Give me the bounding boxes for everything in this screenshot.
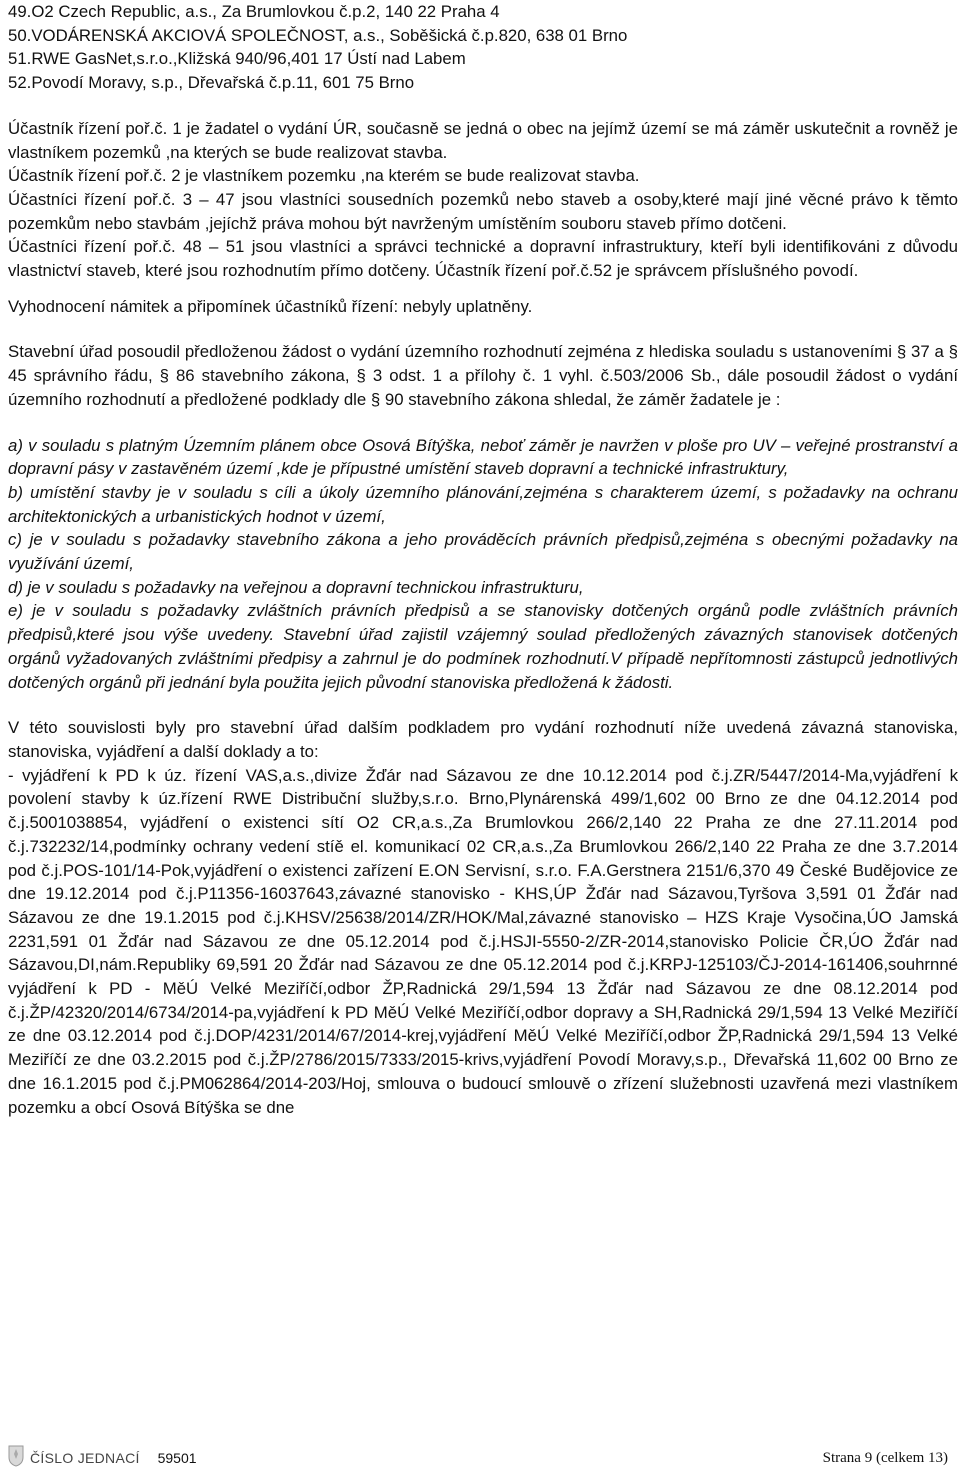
case-number: 59501 — [157, 1450, 197, 1466]
case-number-label: ČÍSLO JEDNACÍ — [30, 1450, 140, 1466]
role-paragraph: Účastník řízení poř.č. 1 je žadatel o vydání ÚR, současně se jedná o obec na jejímž území se má záměr uskutečnit a rovněž je vlastníkem pozemků ,na kterých se bude realizovat stavba. — [8, 118, 958, 162]
role-paragraph: Účastníci řízení poř.č. 3 – 47 jsou vlastníci sousedních pozemků nebo staveb a osoby,které mají jiné věcné právo k těmto pozemkům nebo stavbám ,jejíchž práva mohou být navrženým umístěním souboru staveb přímo dotčeni. — [8, 189, 958, 233]
documents-intro: V této souvislosti byly pro stavební úřad dalším podkladem pro vydání rozhodnutí níže uvedená závazná stanoviska, stanoviska, vyjádření a další doklady a to: — [8, 718, 958, 761]
participant-roles — [8, 117, 958, 283]
document-page — [8, 0, 958, 1119]
finding-item: e) je v souladu s požadavky zvláštních právních předpisů a se stanovisky dotčených orgánů podle zvláštních právních předpisů,které jsou výše uvedeny. Stavební úřad zajistil vzájemný soulad předložených závazných stanovisek dotčených orgánů vyžadovaných zvláštními předpisy a zahrnul je do podmínek rozhodnutí.V případě nepřítomnosti zástupců jednotlivých dotčených orgánů při jednání byla použita jejich původní stanoviska předložená k žádosti. — [8, 601, 958, 692]
page-footer — [8, 1448, 952, 1468]
participants-list — [8, 0, 958, 95]
finding-item: b) umístění stavby je v souladu s cíli a úkoly územního plánování,zejména s charakterem území, s požadavky na ochranu architektonických a urbanistických hodnot v území, — [8, 482, 958, 526]
role-paragraph: Účastník řízení poř.č. 2 je vlastníkem pozemku ,na kterém se bude realizovat stavba. — [8, 166, 640, 186]
finding-item: d) je v souladu s požadavky na veřejnou a dopravní technickou infrastrukturu, — [8, 577, 584, 597]
participant-entry: 51.RWE GasNet,s.r.o.,Kližská 940/96,401 17 Ústí nad Labem — [8, 49, 466, 69]
finding-item: a) v souladu s platným Územním plánem obce Osová Bítýška, neboť záměr je navržen v ploše pro UV – veřejné prostranství a dopravní pásy v zastavěném území ,kde je přípustné umístění staveb dopravní a technické infrastruktury, — [8, 435, 958, 479]
documents-list: - vyjádření k PD k úz. řízení VAS,a.s.,divize Žďár nad Sázavou ze dne 10.12.2014 pod č.j.ZR/5447/2014-Ma,vyjádření k povolení stavby k úz.řízení RWE Distribuční služby,s.r.o. Brno,Plynárenská 499/1,602 00 Brno ze dne 04.12.2014 pod č.j.5001038854, vyjádření o existenci sítí O2 CR,a.s.,Za Brumlovkou 266/2,140 22 Praha ze dne 27.11.2014 pod č.j.732232/14,podmínky ochrany vedení stíě el. komunikací 02 CR,a.s.,Za Brumlovkou 266/2,140 22 Praha ze dne 3.7.2014 pod č.j.POS-101/14-Pok,vyjádření o existenci zařízení E.ON Servisní, s.r.o. F.A.Gerstnera 2151/6,370 49 České Budějovice ze dne 19.12.2014 pod č.j.P11356-16037643,závazné stanovisko - KHS,ÚP Žďár nad Sázavou,Tyršova 3,591 01 Žďár nad Sázavou ze dne 19.1.2015 pod č.j.KHSV/25638/2014/ZR/HOK/Mal,závazné stanovisko – HZS Kraje Vysočina,ÚO Jamská 2231,591 01 Žďár nad Sázavou ze dne 05.12.2014 pod č.j.HSJI-5550-2/ZR-2014,stanovisko Policie ČR,ÚO Žďár nad Sázavou,DI,nám.Republiky 69,591 20 Žďár nad Sázavou ze dne 05.12.2014 pod č.j.KRPJ-125103/ČJ-2014-161406,souhrnné vyjádření k PD - MěÚ Velké Meziříčí,odbor ŽP,Radnická 29/1,594 13 Žďár nad Sázavou ze dne 08.12.2014 pod č.j.ŽP/42320/2014/6734/2014-pa,vyjádření k PD MěÚ Velké Meziříčí,odbor dopravy a SH,Radnická 29/1,594 13 Velké Meziříčí ze dne 03.12.2014 pod č.j.DOP/4231/2014/67/2014-krej,vyjádření MěÚ Velké Meziříčí,odbor ŽP,Radnická 29/1,594 13 Velké Meziříčí ze dne 03.2.2015 pod č.j.ŽP/2786/2015/7333/2015-krivs,vyjádření Povodí Moravy,s.p., Dřevařská 11,602 00 Brno ze dne 16.1.2015 pod č.j.PM062864/2014-203/Hoj, smlouva o budoucí smlouvě o zřízení služebnosti uzavřená mezi vlastníkem pozemku a obcí Osová Bítýška se dne — [8, 765, 958, 1117]
page-number: Strana 9 (celkem 13) — [822, 1450, 948, 1466]
assessment-paragraph: Stavební úřad posoudil předloženou žádost o vydání územního rozhodnutí zejména z hlediska souladu s ustanoveními § 37 a § 45 správního řádu, § 86 stavebního zákona, § 3 odst. 1 a přílohy č. 1 vyhl. č.503/2006 Sb., dále posoudil žádost o vydání územního rozhodnutí a předložené podklady dle § 90 stavebního zákona shledal, že záměr žadatele je : — [8, 342, 958, 409]
role-paragraph: Účastníci řízení poř.č. 48 – 51 jsou vlastníci a správci technické a dopravní infrastruktury, kteří byli identifikováni z důvodu vlastnictví staveb, které jsou rozhodnutím přímo dotčeny. Účastník řízení poř.č.52 je správcem příslušného povodí. — [8, 237, 958, 281]
participant-entry: 52.Povodí Moravy, s.p., Dřevařská č.p.11, 601 75 Brno — [8, 73, 415, 93]
participant-entry: 50.VODÁRENSKÁ AKCIOVÁ SPOLEČNOST, a.s., Soběšická č.p.820, 638 01 Brno — [8, 25, 628, 45]
participant-entry: 49.O2 Czech Republic, a.s., Za Brumlovkou č.p.2, 140 22 Praha 4 — [8, 2, 500, 21]
coat-of-arms-icon — [8, 1445, 24, 1467]
objections-paragraph: Vyhodnocení námitek a připomínek účastníků řízení: nebyly uplatněny. — [8, 296, 533, 316]
case-reference — [30, 1450, 197, 1466]
findings-list — [8, 434, 958, 695]
finding-item: c) je v souladu s požadavky stavebního zákona a jeho prováděcích právních předpisů,zejména s obecnými požadavky na využívání území, — [8, 530, 958, 574]
